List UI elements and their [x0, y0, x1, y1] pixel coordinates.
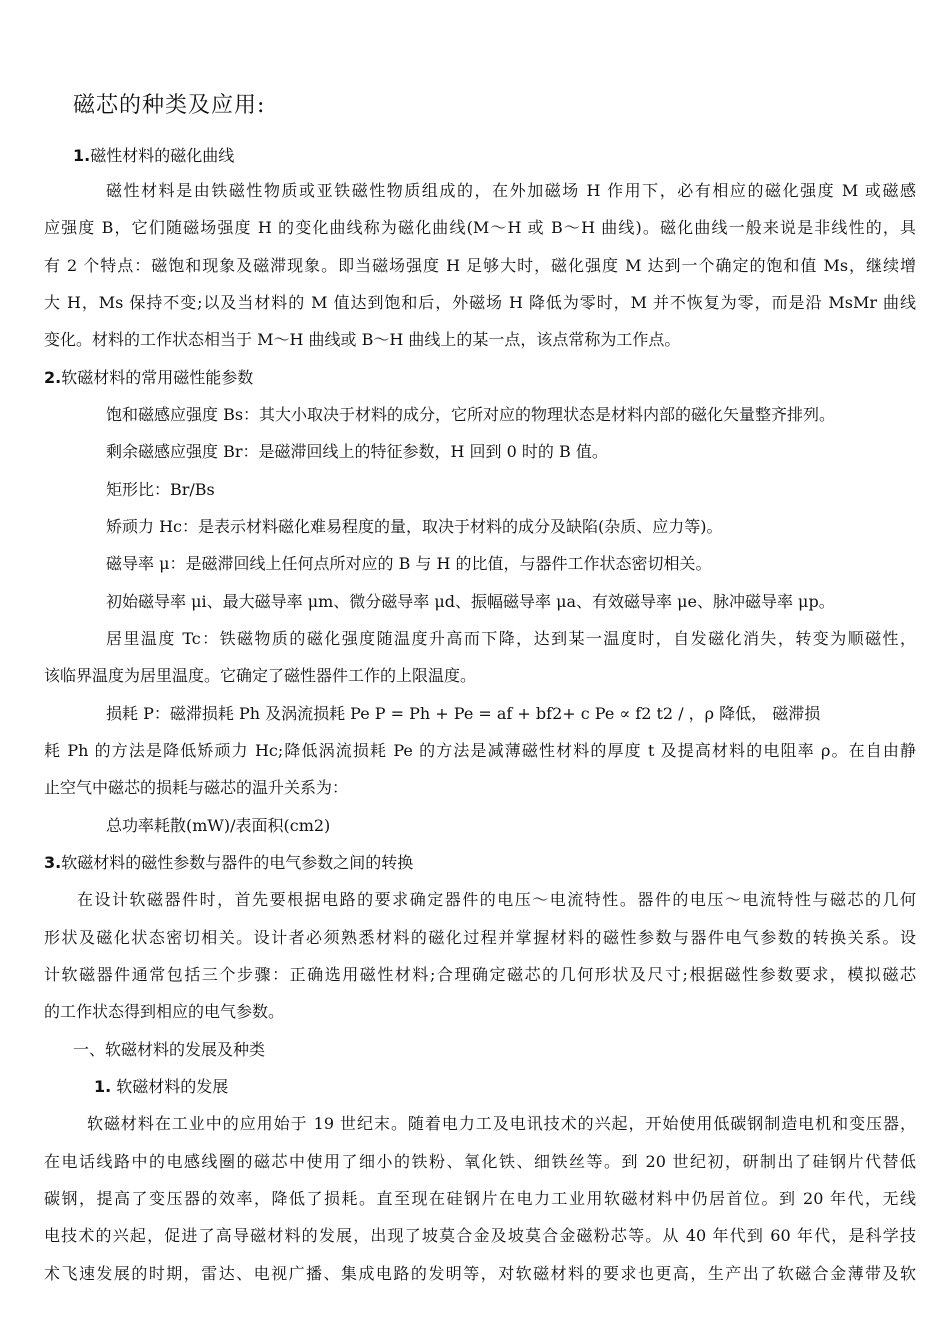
paragraph-line: 磁性材料是由铁磁性物质或亚铁磁性物质组成的，在外加磁场 H 作用下，必有相应的磁化强度 M 或磁感 [106, 181, 916, 200]
parameter-line: 损耗 P：磁滞损耗 Ph 及涡流损耗 Pe P = Ph + Pe = af + bf2+ c Pe ∝ f2 t2 / ，ρ 降低， 磁滞损 [106, 704, 821, 723]
section-heading-text: 软磁材料的发展 [111, 1077, 229, 1096]
section-heading-text: 软磁材料的常用磁性能参数 [61, 368, 254, 387]
paragraph-line: 电技术的兴起，促进了高导磁材料的发展，出现了坡莫合金及坡莫合金磁粉芯等。从 40 年代到 60 年代，是科学技 [44, 1226, 916, 1245]
paragraph-line: 术飞速发展的时期，雷达、电视广播、集成电路的发明等，对软磁材料的要求也更高，生产出了软磁合金薄带及软 [44, 1264, 916, 1283]
parameter-line: 总功率耗散(mW)/表面积(cm2) [106, 816, 331, 835]
parameter-line: 居里温度 Tc：铁磁物质的磁化强度随温度升高而下降，达到某一温度时，自发磁化消失，转变为顺磁性， [106, 629, 916, 648]
section-heading-3 [44, 853, 413, 873]
section-number: 3. [44, 853, 62, 872]
paragraph-line: 有 2 个特点：磁饱和现象及磁滞现象。即当磁场强度 H 足够大时，磁化强度 M 达到一个确定的饱和值 Ms，继续增 [44, 256, 916, 275]
section-heading-text: 磁性材料的磁化曲线 [90, 146, 235, 165]
paragraph-line: 大 H，Ms 保持不变;以及当材料的 M 值达到饱和后，外磁场 H 降低为零时，M 并不恢复为零，而是沿 MsMr 曲线 [44, 293, 916, 312]
parameter-line: 剩余磁感应强度 Br：是磁滞回线上的特征参数，H 回到 0 时的 B 值。 [106, 442, 608, 461]
section-heading-1 [73, 146, 234, 166]
parameter-line: 初始磁导率 μi、最大磁导率 μm、微分磁导率 μd、振幅磁导率 μa、有效磁导率 μe、脉冲磁导率 μp。 [106, 592, 835, 611]
paragraph-line: 碳钢，提高了变压器的效率，降低了损耗。直至现在硅钢片在电力工业用软磁材料中仍居首位。到 20 年代，无线 [44, 1189, 916, 1208]
parameter-line: 矫顽力 Hc：是表示材料磁化难易程度的量，取决于材料的成分及缺陷(杂质、应力等)。 [106, 517, 723, 536]
section-heading-text: 软磁材料的磁性参数与器件的电气参数之间的转换 [61, 853, 414, 872]
section-heading-2 [44, 368, 253, 388]
paragraph-line: 应强度 B，它们随磁场强度 H 的变化曲线称为磁化曲线(M～H 或 B～H 曲线)。磁化曲线一般来说是非线性的，具 [44, 218, 916, 237]
paragraph-line: 的工作状态得到相应的电气参数。 [44, 1002, 285, 1021]
paragraph-line: 在设计软磁器件时，首先要根据电路的要求确定器件的电压～电流特性。器件的电压～电流特性与磁芯的几何 [77, 890, 916, 909]
subsection-heading [94, 1077, 228, 1097]
parameter-line: 磁导率 μ：是磁滞回线上任何点所对应的 B 与 H 的比值，与器件工作状态密切相关。 [106, 554, 712, 573]
section-number: 2. [44, 368, 62, 387]
parameter-line: 矩形比：Br∕Bs [106, 480, 215, 499]
paragraph-line: 形状及磁化状态密切相关。设计者必须熟悉材料的磁化过程并掌握材料的磁性参数与器件电气参数的转换关系。设 [44, 928, 916, 947]
section-heading-4: 一、软磁材料的发展及种类 [73, 1040, 266, 1059]
paragraph-line: 计软磁器件通常包括三个步骤：正确选用磁性材料;合理确定磁芯的几何形状及尺寸;根据磁性参数要求，模拟磁芯 [44, 965, 916, 984]
parameter-line: 该临界温度为居里温度。它确定了磁性器件工作的上限温度。 [44, 666, 477, 685]
parameter-line: 饱和磁感应强度 Bs：其大小取决于材料的成分，它所对应的物理状态是材料内部的磁化矢量整齐排列。 [106, 405, 836, 424]
parameter-line: 止空气中磁芯的损耗与磁芯的温升关系为： [44, 778, 349, 797]
paragraph-line: 在电话线路中的电感线圈的磁芯中使用了细小的铁粉、氧化铁、细铁丝等。到 20 世纪初，研制出了硅钢片代替低 [44, 1152, 916, 1171]
page-title: 磁芯的种类及应用: [73, 93, 266, 118]
section-number: 1. [73, 146, 91, 165]
paragraph-line: 变化。材料的工作状态相当于 M～H 曲线或 B～H 曲线上的某一点，该点常称为工作点。 [44, 330, 681, 349]
paragraph-line: 软磁材料在工业中的应用始于 19 世纪末。随着电力工及电讯技术的兴起，开始使用低碳钢制造电机和变压器， [87, 1114, 916, 1133]
parameter-line: 耗 Ph 的方法是降低矫顽力 Hc;降低涡流损耗 Pe 的方法是减薄磁性材料的厚度 t 及提高材料的电阻率 ρ。在自由静 [44, 741, 916, 760]
section-number: 1. [94, 1077, 112, 1096]
